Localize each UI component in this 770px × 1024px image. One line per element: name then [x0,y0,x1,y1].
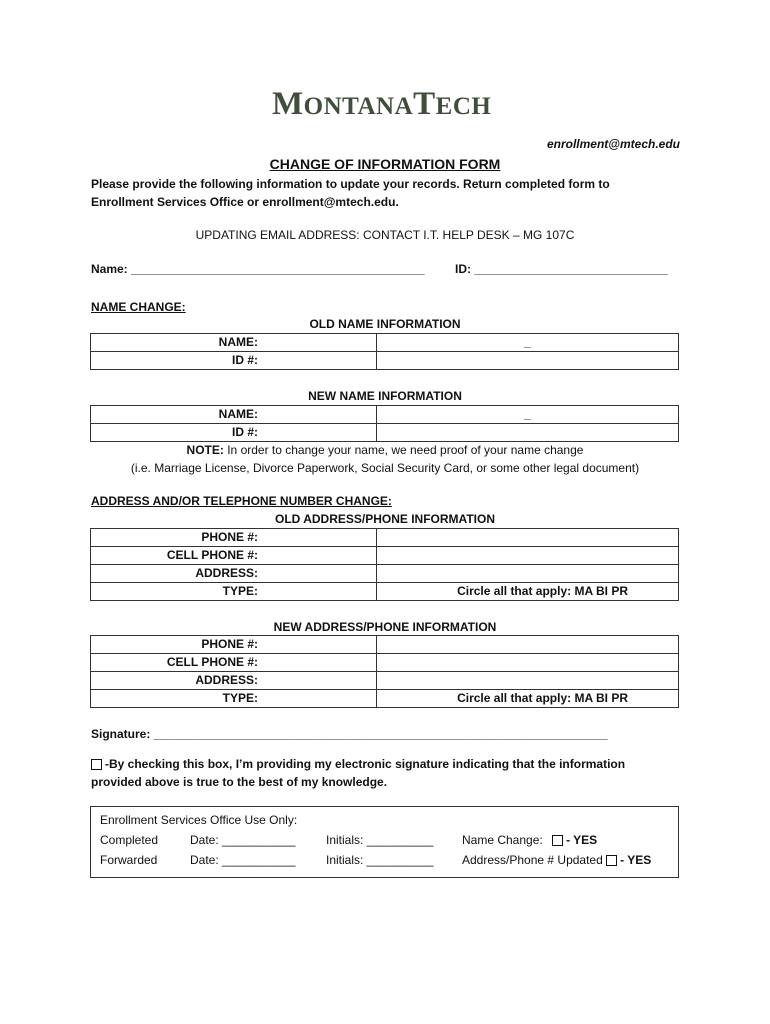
old-phone-input[interactable] [377,529,679,547]
new-name-label: NAME: [91,406,377,424]
address-change-heading: ADDRESS AND/OR TELEPHONE NUMBER CHANGE: [91,494,392,508]
note-line2: (i.e. Marriage License, Divorce Paperwork, Social Security Card, or some other legal document) [130,461,640,475]
new-type-options[interactable]: Circle all that apply: MA BI PR [377,690,679,708]
email-notice: UPDATING EMAIL ADDRESS: CONTACT I.T. HELP DESK – MG 107C [195,228,575,242]
logo-part: ONTANA [303,93,414,120]
consent-line1: -By checking this box, I’m providing my electronic signature indicating that the information [105,757,626,771]
old-phone-label: PHONE #: [91,529,377,547]
old-address-table [90,528,679,601]
new-address-label: ADDRESS: [91,672,377,690]
address-updated-status [462,853,651,867]
table-row [91,406,679,424]
name-field[interactable]: Name: ____________________________________________ [91,262,425,276]
logo-part: M [272,86,304,122]
name-change-status [462,833,597,847]
table-row [91,529,679,547]
new-cell-input[interactable] [377,654,679,672]
completed-label: Completed [100,833,159,847]
new-name-title: NEW NAME INFORMATION [308,389,462,403]
table-row [91,690,679,708]
completed-initials[interactable]: Initials: __________ [326,833,434,847]
note-label: NOTE: [186,443,224,457]
new-phone-label: PHONE #: [91,636,377,654]
form-intro [91,175,691,211]
office-use-box [90,806,679,878]
table-row [91,583,679,601]
completed-date[interactable]: Date: ___________ [190,833,296,847]
old-type-label: TYPE: [91,583,377,601]
old-name-input[interactable]: _ [377,334,679,352]
table-row [91,547,679,565]
old-name-title: OLD NAME INFORMATION [309,317,461,331]
old-address-title: OLD ADDRESS/PHONE INFORMATION [274,512,495,526]
office-title: Enrollment Services Office Use Only: [100,813,298,827]
old-id-label: ID #: [91,352,377,370]
logo-part: ECH [435,93,492,120]
montana-tech-logo [272,88,491,121]
new-address-title: NEW ADDRESS/PHONE INFORMATION [273,620,497,634]
old-type-options[interactable]: Circle all that apply: MA BI PR [377,583,679,601]
new-name-input[interactable]: _ [377,406,679,424]
new-phone-input[interactable] [377,636,679,654]
yes-label: - YES [566,833,598,847]
new-address-table [90,635,679,708]
old-address-label: ADDRESS: [91,565,377,583]
old-name-table [90,333,679,370]
forwarded-initials[interactable]: Initials: __________ [326,853,434,867]
table-row [91,424,679,442]
table-row [91,654,679,672]
note-text: In order to change your name, we need proof of your name change [223,443,584,457]
forwarded-date[interactable]: Date: ___________ [190,853,296,867]
yes-label: - YES [620,853,652,867]
new-type-label: TYPE: [91,690,377,708]
name-change-checkbox[interactable] [552,835,563,846]
new-address-input[interactable] [377,672,679,690]
table-row [91,636,679,654]
new-id-label: ID #: [91,424,377,442]
old-name-label: NAME: [91,334,377,352]
name-change-heading: NAME CHANGE: [91,300,186,314]
consent-checkbox[interactable] [91,759,102,770]
new-cell-label: CELL PHONE #: [91,654,377,672]
old-cell-label: CELL PHONE #: [91,547,377,565]
address-updated-label: Address/Phone # Updated [462,853,603,867]
signature-field[interactable]: Signature: ____________________________________________________________________ [91,727,608,741]
id-field[interactable]: ID: _____________________________ [455,262,668,276]
logo-part: T [413,86,436,122]
old-id-input[interactable] [377,352,679,370]
address-updated-checkbox[interactable] [606,855,617,866]
old-cell-input[interactable] [377,547,679,565]
old-address-input[interactable] [377,565,679,583]
new-name-table [90,405,679,442]
consent-block [91,755,691,791]
new-id-input[interactable] [377,424,679,442]
name-change-note [0,441,770,477]
consent-line2: provided above is true to the best of my knowledge. [91,775,388,789]
forwarded-label: Forwarded [100,853,158,867]
table-row [91,565,679,583]
form-title: CHANGE OF INFORMATION FORM [269,156,501,172]
table-row [91,352,679,370]
name-change-label: Name Change: [462,833,543,847]
header-email: enrollment@mtech.edu [546,137,680,151]
table-row [91,334,679,352]
table-row [91,672,679,690]
intro-line: Please provide the following information to update your records. Return completed form to [91,177,610,191]
intro-line: Enrollment Services Office or enrollment@mtech.edu. [91,195,399,209]
